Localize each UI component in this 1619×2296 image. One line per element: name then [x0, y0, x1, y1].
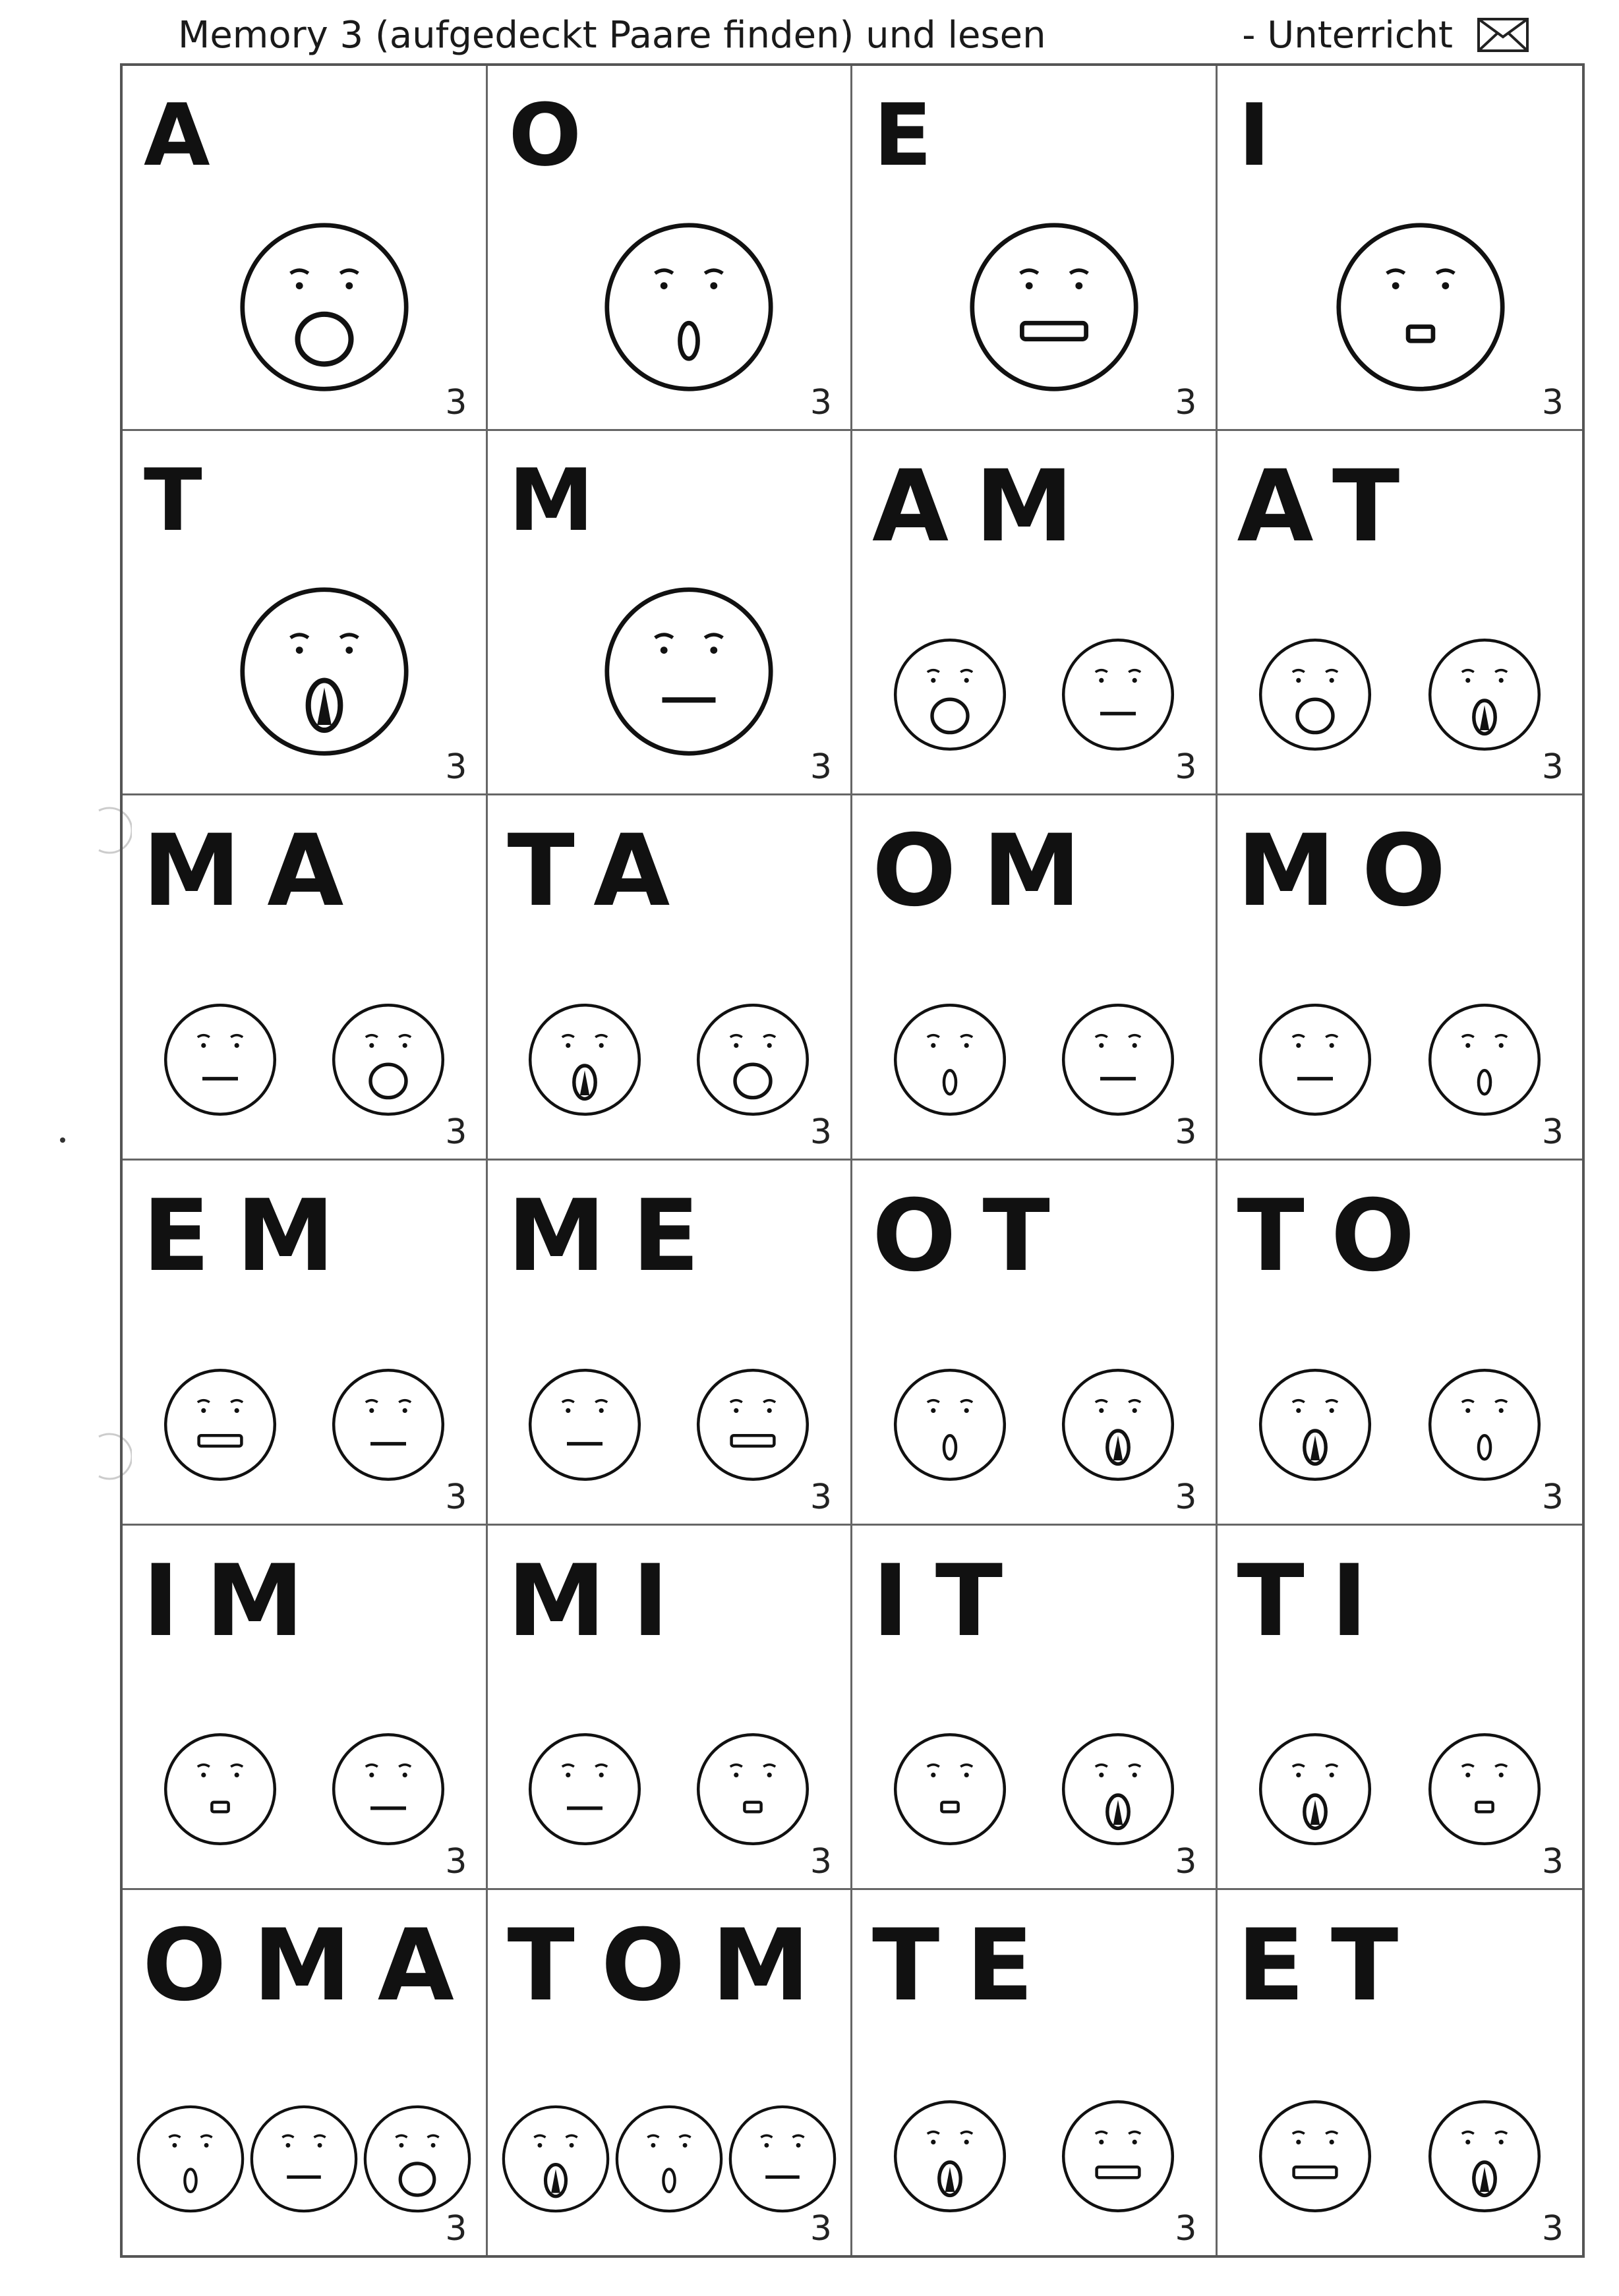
mouth-face-t-icon	[1256, 1365, 1374, 1484]
mouth-faces	[123, 583, 486, 761]
mouth-faces	[852, 1000, 1216, 1119]
mouth-face-m-icon	[1059, 1000, 1177, 1119]
memory-card	[123, 431, 488, 796]
card-syllable-label: AM	[872, 449, 1100, 564]
card-set-number: 3	[810, 1842, 832, 1882]
memory-card	[488, 1526, 853, 1891]
card-syllable-label: OM	[872, 814, 1107, 929]
memory-card	[123, 66, 488, 431]
card-syllable-label: TO	[1237, 1179, 1442, 1294]
mouth-faces	[852, 1730, 1216, 1849]
card-syllable-label: OMA	[142, 1909, 481, 2024]
card-set-number: 3	[1541, 1112, 1564, 1152]
memory-card	[1218, 431, 1583, 796]
card-syllable-label: OT	[872, 1179, 1076, 1294]
mouth-face-a-icon	[891, 635, 1009, 754]
mouth-faces	[488, 218, 851, 396]
memory-card	[1218, 66, 1583, 431]
mouth-faces	[123, 2102, 486, 2216]
card-set-number: 3	[1175, 1842, 1197, 1882]
mouth-face-o-icon	[891, 1000, 1009, 1119]
card-syllable-label: AT	[1237, 449, 1427, 564]
mouth-faces	[1218, 218, 1583, 396]
memory-card	[852, 66, 1218, 431]
mouth-face-m-icon	[329, 1365, 448, 1484]
card-set-number: 3	[810, 382, 832, 422]
card-set-number: 3	[1541, 382, 1564, 422]
mouth-face-m-icon	[726, 2102, 839, 2216]
worksheet-subject: - Unterricht	[1242, 13, 1453, 57]
mouth-face-i-icon	[891, 1730, 1009, 1849]
card-syllable-label: E	[873, 85, 932, 185]
mouth-face-e-icon	[693, 1365, 812, 1484]
card-set-number: 3	[1175, 747, 1197, 788]
mouth-face-e-icon	[1059, 2097, 1177, 2216]
card-set-number: 3	[1541, 747, 1564, 788]
mouth-face-i-icon	[693, 1730, 812, 1849]
card-syllable-label: IM	[142, 1543, 331, 1659]
mouth-face-t-icon	[235, 583, 413, 761]
mouth-face-t-icon	[525, 1000, 644, 1119]
card-syllable-label: TI	[1237, 1543, 1394, 1659]
card-set-number: 3	[1541, 1477, 1564, 1517]
memory-card	[852, 1526, 1218, 1891]
mouth-face-o-icon	[600, 218, 778, 396]
mouth-face-m-icon	[247, 2102, 361, 2216]
mouth-face-m-icon	[525, 1730, 644, 1849]
mouth-faces	[1218, 1365, 1583, 1484]
mouth-face-o-icon	[1425, 1365, 1544, 1484]
memory-card	[488, 1161, 853, 1526]
mouth-faces	[852, 1365, 1216, 1484]
memory-card	[123, 1890, 488, 2255]
mouth-face-o-icon	[891, 1365, 1009, 1484]
card-syllable-label: ME	[507, 1179, 726, 1294]
card-syllable-label: M	[508, 449, 594, 550]
card-set-number: 3	[445, 1842, 467, 1882]
card-set-number: 3	[445, 1112, 467, 1152]
memory-card	[488, 66, 853, 431]
mouth-face-i-icon	[1332, 218, 1510, 396]
memory-card	[1218, 1890, 1583, 2255]
card-syllable-label: O	[508, 85, 582, 185]
memory-card	[852, 1161, 1218, 1526]
memory-card	[488, 795, 853, 1161]
mouth-face-m-icon	[600, 583, 778, 761]
memory-card	[1218, 1526, 1583, 1891]
card-syllable-label: I	[1238, 85, 1270, 185]
memory-card	[123, 1161, 488, 1526]
card-syllable-label: A	[144, 85, 210, 185]
envelope-icon	[1477, 17, 1529, 53]
memory-card	[852, 795, 1218, 1161]
mouth-face-a-icon	[1256, 635, 1374, 754]
mouth-faces	[123, 1730, 486, 1849]
card-set-number: 3	[1175, 1112, 1197, 1152]
mouth-faces	[123, 218, 486, 396]
card-syllable-label: T	[144, 449, 202, 550]
card-syllable-label: EM	[142, 1179, 361, 1294]
mouth-faces	[123, 1365, 486, 1484]
memory-card	[1218, 795, 1583, 1161]
card-syllable-label: MO	[1237, 814, 1473, 929]
card-set-number: 3	[1175, 382, 1197, 422]
card-syllable-label: MI	[507, 1543, 695, 1659]
card-set-number: 3	[445, 1477, 467, 1517]
card-set-number: 3	[810, 1477, 832, 1517]
mouth-faces	[488, 1730, 851, 1849]
mouth-faces	[488, 583, 851, 761]
mouth-face-a-icon	[235, 218, 413, 396]
mouth-face-t-icon	[1256, 1730, 1374, 1849]
worksheet-header	[178, 5, 1529, 65]
card-set-number: 3	[445, 382, 467, 422]
worksheet-title: Memory 3 (aufgedeckt Paare finden) und lesen	[178, 13, 1046, 57]
mouth-face-m-icon	[525, 1365, 644, 1484]
mouth-faces	[852, 218, 1216, 396]
mouth-faces	[488, 2102, 851, 2216]
memory-card	[488, 1890, 853, 2255]
mouth-faces	[488, 1000, 851, 1119]
mouth-face-a-icon	[329, 1000, 448, 1119]
card-syllable-label: IT	[872, 1543, 1030, 1659]
mouth-face-e-icon	[965, 218, 1143, 396]
mouth-face-o-icon	[1425, 1000, 1544, 1119]
card-set-number: 3	[1175, 1477, 1197, 1517]
memory-card	[1218, 1161, 1583, 1526]
mouth-faces	[852, 635, 1216, 754]
memory-card	[852, 431, 1218, 796]
mouth-face-o-icon	[134, 2102, 247, 2216]
mouth-face-t-icon	[1059, 1365, 1177, 1484]
mouth-faces	[852, 2097, 1216, 2216]
mouth-face-a-icon	[361, 2102, 474, 2216]
punch-holes	[0, 0, 132, 2296]
mouth-face-t-icon	[891, 2097, 1009, 2216]
card-set-number: 3	[1541, 2209, 1564, 2249]
mouth-face-m-icon	[1059, 635, 1177, 754]
mouth-face-o-icon	[612, 2102, 726, 2216]
mouth-face-a-icon	[693, 1000, 812, 1119]
mouth-face-t-icon	[1059, 1730, 1177, 1849]
card-syllable-label: MA	[142, 814, 370, 929]
mouth-face-m-icon	[1256, 1000, 1374, 1119]
memory-card	[852, 1890, 1218, 2255]
card-set-number: 3	[445, 747, 467, 788]
card-set-number: 3	[1175, 2209, 1197, 2249]
memory-card	[123, 1526, 488, 1891]
mouth-faces	[488, 1365, 851, 1484]
card-set-number: 3	[810, 1112, 832, 1152]
memory-card	[488, 431, 853, 796]
card-syllable-label: TE	[872, 1909, 1060, 2024]
card-set-number: 3	[810, 2209, 832, 2249]
card-set-number: 3	[445, 2209, 467, 2249]
mouth-face-e-icon	[1256, 2097, 1374, 2216]
mouth-faces	[1218, 1730, 1583, 1849]
card-set-number: 3	[810, 747, 832, 788]
mouth-faces	[123, 1000, 486, 1119]
mouth-face-i-icon	[161, 1730, 280, 1849]
card-syllable-label: ET	[1237, 1909, 1425, 2024]
mouth-face-t-icon	[499, 2102, 612, 2216]
memory-card-grid	[120, 63, 1585, 2258]
mouth-face-t-icon	[1425, 635, 1544, 754]
mouth-face-e-icon	[161, 1365, 280, 1484]
mouth-face-m-icon	[161, 1000, 280, 1119]
card-set-number: 3	[1541, 1842, 1564, 1882]
mouth-faces	[1218, 2097, 1583, 2216]
mouth-face-m-icon	[329, 1730, 448, 1849]
mouth-faces	[1218, 635, 1583, 754]
memory-card	[123, 795, 488, 1161]
mouth-face-t-icon	[1425, 2097, 1544, 2216]
card-syllable-label: TA	[507, 814, 697, 929]
card-syllable-label: TOM	[507, 1909, 837, 2024]
mouth-faces	[1218, 1000, 1583, 1119]
mouth-face-i-icon	[1425, 1730, 1544, 1849]
